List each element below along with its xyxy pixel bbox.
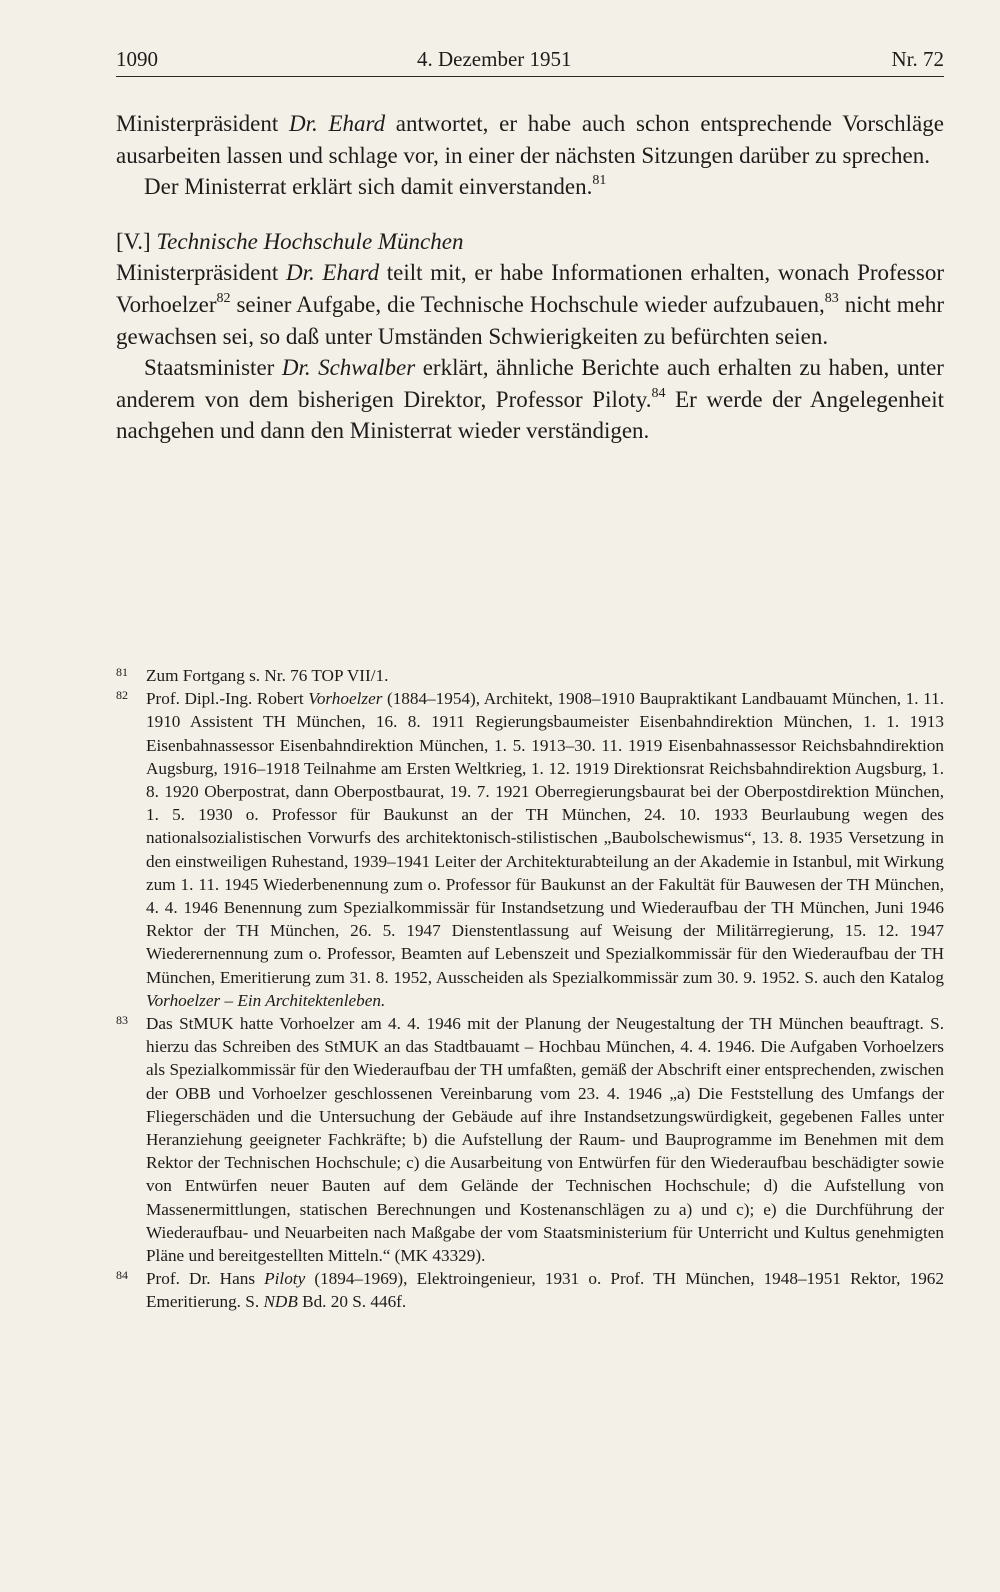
footnote-84	[116, 1267, 944, 1313]
footnote-83	[116, 1012, 944, 1267]
person-name: Vorhoelzer	[308, 689, 383, 709]
person-name: Dr. Schwalber	[281, 355, 416, 381]
footnote-text: Zum Fortgang s. Nr. 76 TOP VII/1.	[146, 666, 389, 685]
footnote-mark: 82	[116, 688, 128, 703]
paragraph-council-agrees	[116, 171, 944, 203]
text-run: Ministerpräsident	[116, 111, 289, 136]
footnote-text: (1894–1969), Elektroingenieur, 1931 o. Prof. TH München, 1948–1951 Rektor, 1962 Emeritierung. S.	[146, 1269, 944, 1312]
section-heading	[116, 226, 944, 258]
footnote-ref[interactable]: 84	[651, 385, 666, 401]
footnote-mark: 84	[116, 1268, 128, 1283]
issue-number: Nr. 72	[891, 47, 944, 71]
page-number: 1090	[116, 47, 158, 71]
text-run: antwortet, er habe auch schon entsprechende Vorschläge ausarbeiten lassen und schlage vor, in einer der nächsten Sitzungen darüber zu sprechen.	[116, 111, 944, 168]
footnotes	[116, 664, 944, 1314]
header-date: 4. Dezember 1951	[417, 47, 572, 71]
footnote-text: Prof. Dipl.-Ing. Robert	[146, 689, 309, 709]
footnote-text: (1884–1954), Architekt, 1908–1910 Baupraktikant Landbauamt München, 1. 11. 1910 Assistent TH München, 16. 8. 1911 Regierungsbaumeister Eisenbahndirektion München, 1. 1. 1913 Eisenbahnassessor Eisenbahndirektion München, 1. 5. 1913–30. 11. 1919 Eisenbahnassessor Reichsbahndirektion Augsburg, 1916–1918 Teilnahme am Ersten Weltkrieg, 1. 12. 1919 Direktionsrat Reichsbahndirektion Augsburg, 1. 8. 1920 Oberpostrat, dann Oberpostbaurat, 19. 7. 1921 Oberregierungsbaurat bei der Oberpostdirektion München, 1. 5. 1930 o. Professor für Baukunst an der TH München, 24. 10. 1933 Beurlaubung wegen des nationalsozialistischen Vorwurfs des architektonisch-stilistischen „Baubolschewismus“, 13. 8. 1935 Versetzung in den einstweiligen Ruhestand, 1939–1941 Leiter der Architekturabteilung an der Akademie in Istanbul, mit Wirkung zum 1. 11. 1945 Wiederbenennung zum o. Professor für Baukunst an der Fakultät für Bauwesen der TH München, 4. 4. 1946 Benennung zum Spezialkommissär für Instandsetzung und Wiederaufbau der TH München, Juni 1946 Rektor der TH München, 26. 5. 1947 Dienstentlassung auf Weisung der Militärregierung, 15. 12. 1947 Wiederernennung zum o. Professor, Beamten auf Lebenszeit und Spezialkommissär für den Wiederaufbau der TH München, Emeritierung zum 31. 8. 1952, Ausscheiden als Spezialkommissär zum 30. 9. 1952. S. auch den Katalog	[146, 689, 945, 987]
paragraph-schwalber	[116, 352, 944, 447]
text-run: Er werde der Angelegenheit nachgehen und dann den Ministerrat wieder verständigen.	[116, 386, 944, 444]
paragraph-ehard-reply	[116, 108, 944, 171]
person-name: Piloty	[264, 1269, 306, 1289]
text-run: teilt mit, er habe Informationen erhalten, wonach Professor Vorhoelzer	[116, 260, 944, 317]
text-run: erklärt, ähnliche Berichte auch erhalten zu haben, unter anderem von dem bisherigen Direktor, Professor Piloty.	[116, 355, 944, 412]
footnote-text: Das StMUK hatte Vorhoelzer am 4. 4. 1946 mit der Planung der Neugestaltung der TH München beauftragt. S. hierzu das Schreiben des StMUK an das Stadtbauamt – Hochbau München, 4. 4. 1946. Die Aufgaben Vorhoelzers als Spezialkommissär für den Wiederaufbau der TH umfaßten, gemäß der Abschrift einer entsprechenden, zwischen der OBB und Vorhoelzer geschlossenen Vereinbarung vom 23. 4. 1946 „a) Die Feststellung des Umfangs der Fliegerschäden und die Untersuchung der Gebäude auf ihre Instandsetzungswürdigkeit, gegebenen Falles unter Heranziehung geeigneter Fachkräfte; b) die Aufstellung der Raum- und Bauprogramme im Benehmen mit dem Rektor der Technischen Hochschule; c) die Ausarbeitung von Entwürfen für den Wiederaufbau beschädigter sowie von Entwürfen neuer Bauten auf dem Gelände der Technischen Hochschule; d) die Aufstellung von Massenermittlungen, statischen Berechnungen und Kostenanschlägen zu a) und c); e) die Durchführung der Wiederaufbau- und Neuarbeiten nach Maßgabe der vom Staatsministerium für Unterricht und Kultus genehmigten Pläne und bereitgestellten Mitteln.“ (MK 43329).	[146, 1014, 944, 1266]
text-run: nicht mehr gewachsen sei, so daß unter Umständen Schwierigkeiten zu befürchten seien.	[116, 291, 945, 349]
footnote-mark: 83	[116, 1013, 128, 1028]
running-header	[116, 42, 944, 77]
person-name: Dr. Ehard	[285, 260, 380, 286]
footnote-ref[interactable]: 82	[216, 290, 231, 306]
footnote-82	[116, 687, 944, 1012]
reference-work: NDB	[263, 1292, 298, 1312]
footnote-ref[interactable]: 81	[592, 173, 607, 189]
section-title: Technische Hochschule München	[156, 228, 464, 254]
footnote-text: Prof. Dr. Hans	[146, 1269, 265, 1289]
text-run: Der Ministerrat erklärt sich damit einverstanden.	[144, 174, 593, 200]
book-title: Vorhoelzer – Ein Architektenleben.	[146, 990, 386, 1010]
footnote-ref[interactable]: 83	[824, 290, 839, 306]
person-name: Dr. Ehard	[288, 111, 386, 136]
footnote-81	[116, 664, 944, 687]
footnote-text: Bd. 20 S. 446f.	[297, 1292, 407, 1312]
main-text	[116, 108, 944, 447]
text-run: Ministerpräsident	[116, 260, 286, 286]
text-run: Staatsminister	[144, 355, 282, 381]
footnote-mark: 81	[116, 665, 128, 679]
section-number: [V.]	[116, 228, 157, 254]
paragraph-ehard-report	[116, 257, 944, 352]
text-run: seiner Aufgabe, die Technische Hochschule wieder aufzubauen,	[230, 291, 825, 317]
